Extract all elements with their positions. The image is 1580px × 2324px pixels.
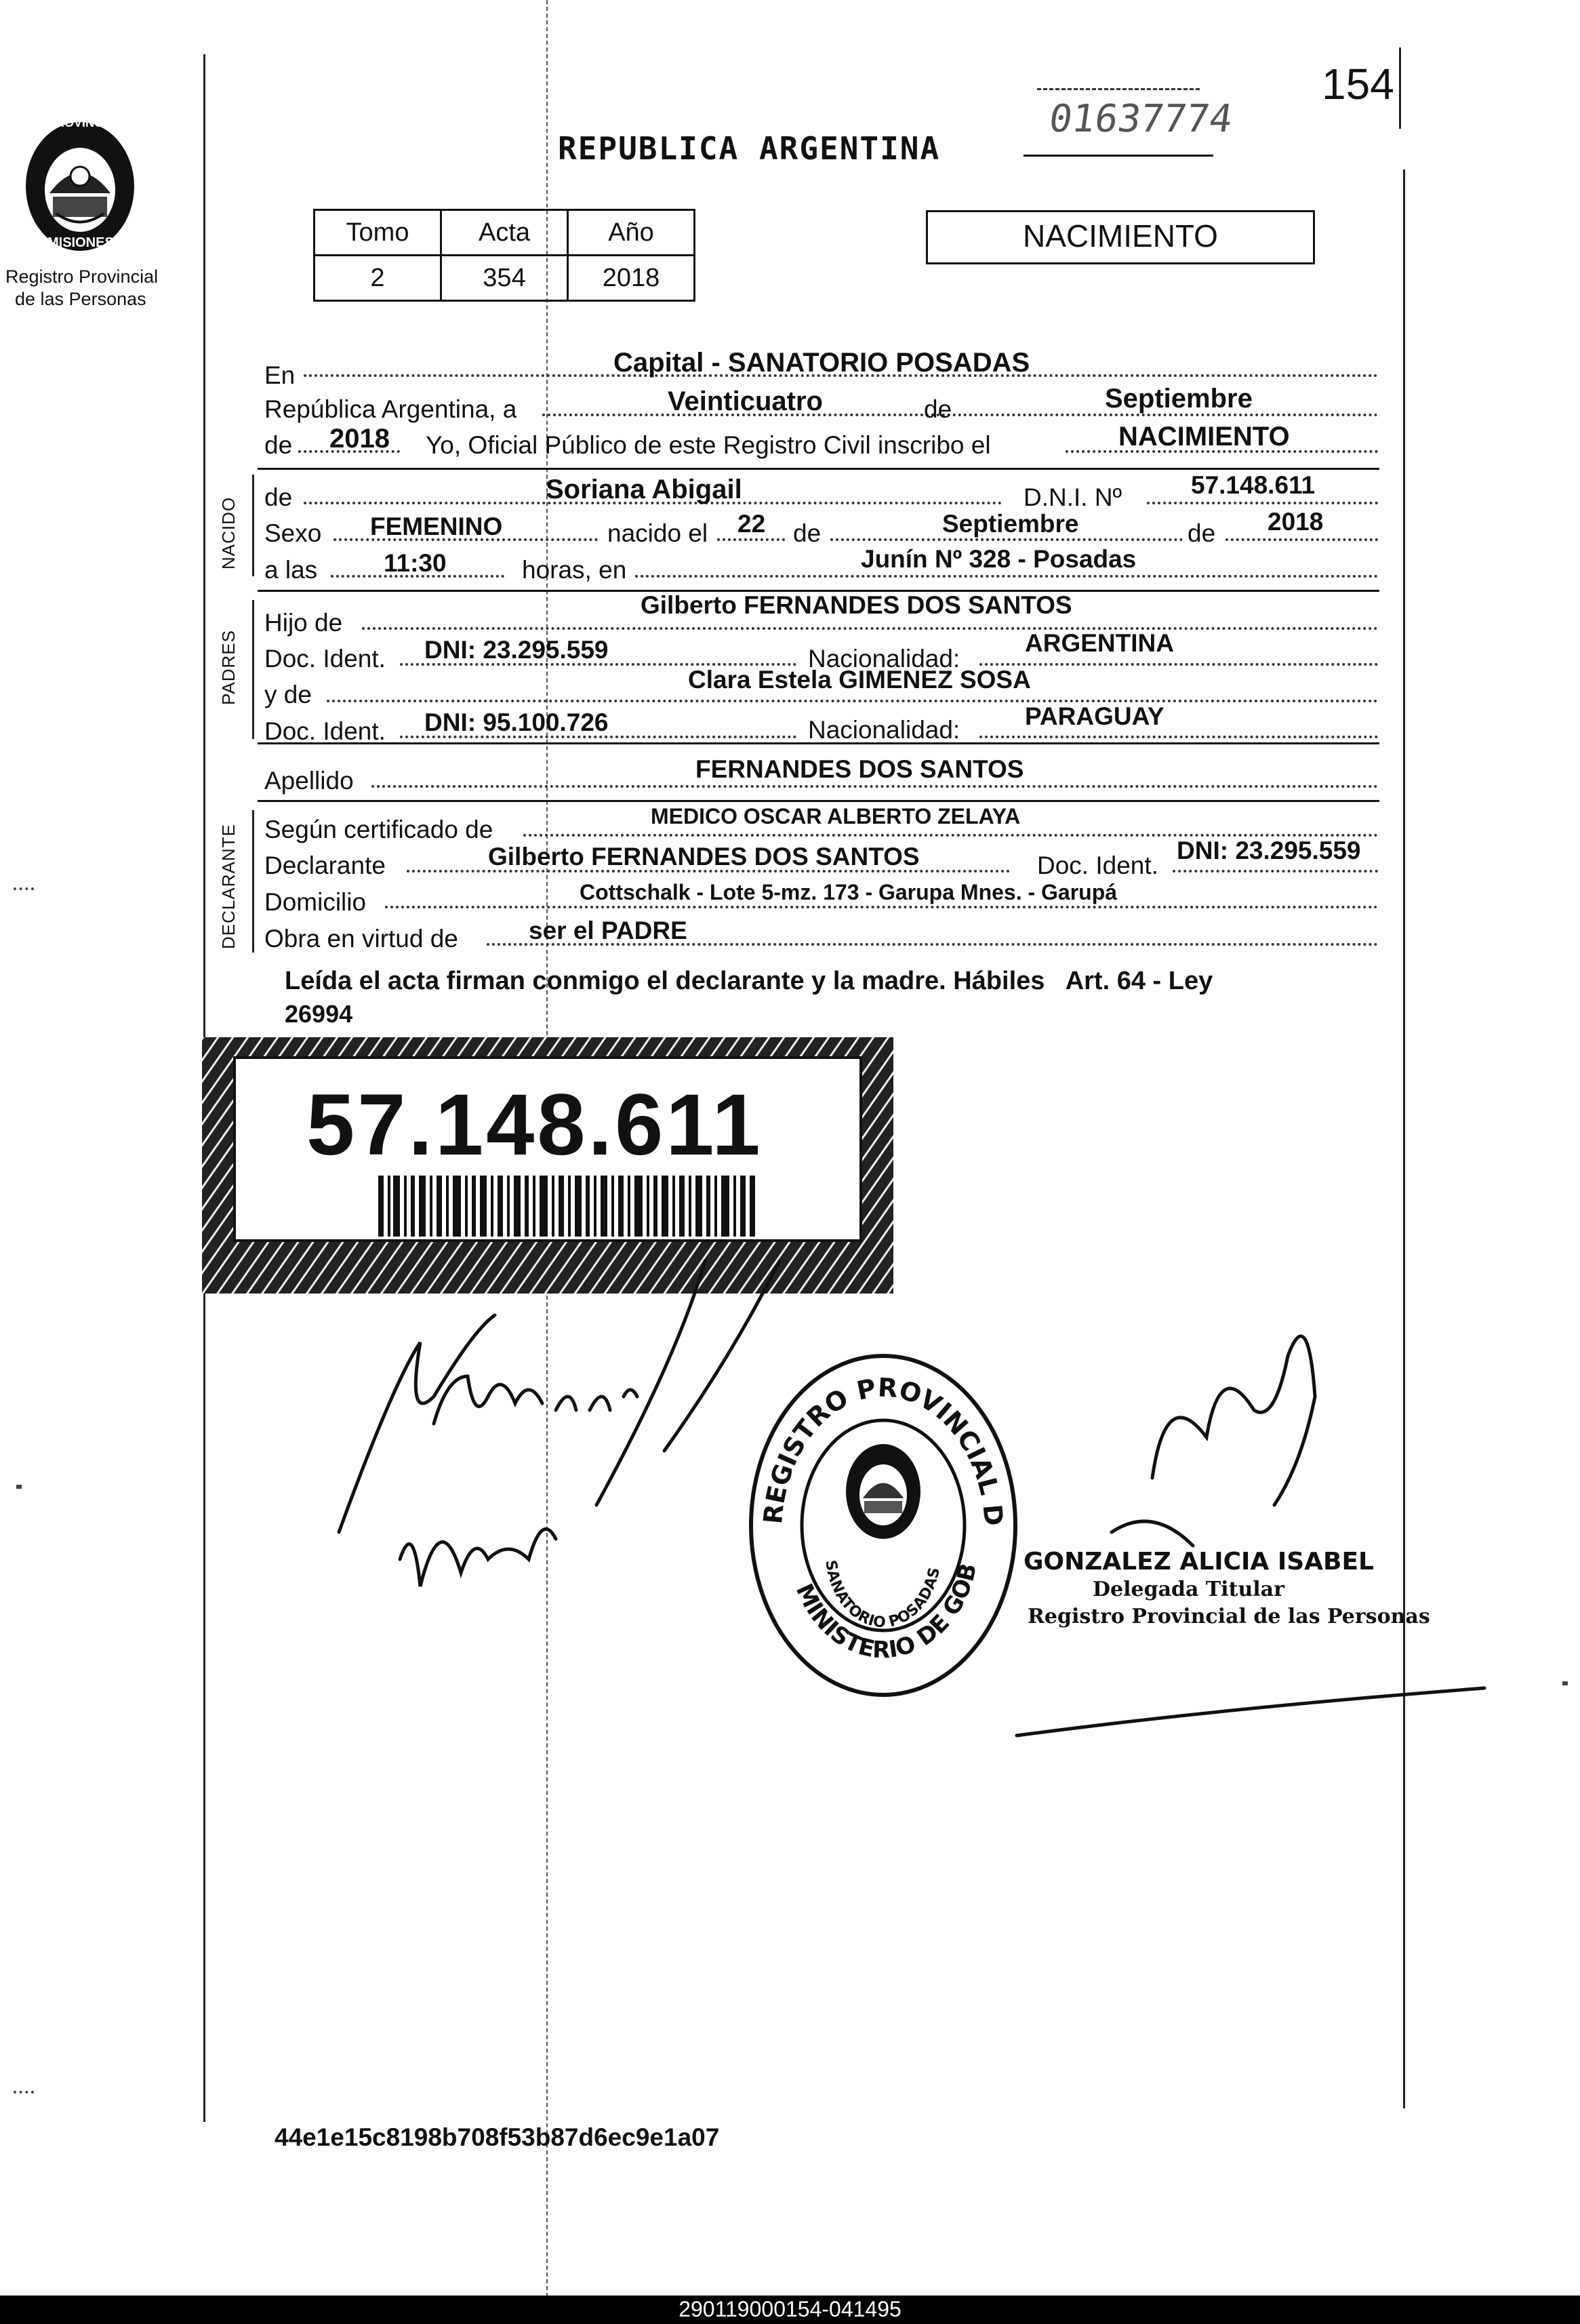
value-madre-doc: DNI: 95.100.726 <box>424 708 609 736</box>
official-name: GONZALEZ ALICIA ISABEL <box>1024 1548 1374 1576</box>
label-de-month: de <box>924 395 952 423</box>
logo-bottom-text: MISIONES <box>47 235 114 250</box>
registry-value-anio: 2018 <box>568 256 695 301</box>
divider-3 <box>258 742 1379 744</box>
registry-name-line2: de las Personas <box>15 289 146 309</box>
closing-text-line2: 26994 <box>285 1000 353 1028</box>
label-y-de: y de <box>264 681 312 708</box>
value-lugar-nacimiento: Junín Nº 328 - Posadas <box>861 545 1137 573</box>
long-signature-strokes <box>596 1261 1484 1736</box>
label-domicilio: Domicilio <box>264 888 367 916</box>
footer-barcode-text: 290119000154-041495 <box>678 2297 902 2321</box>
label-doc-ident-3: Doc. Ident. <box>1037 852 1158 879</box>
value-anio-inscripcion: 2018 <box>329 424 390 454</box>
document-hash: 44e1e15c8198b708f53b87d6ec9e1a07 <box>275 2123 720 2151</box>
divider-1 <box>258 468 1379 470</box>
value-hora: 11:30 <box>384 549 447 577</box>
value-certificado: MEDICO OSCAR ALBERTO ZELAYA <box>651 804 1021 828</box>
seal-icon <box>744 1349 1022 1702</box>
svg-text:MINISTERIO DE GOBIERNO: MINISTERIO DE GOB <box>790 1561 983 1664</box>
serial-underline <box>1024 155 1213 157</box>
label-doc-ident-2: Doc. Ident. <box>264 717 386 745</box>
dots-padre <box>362 627 1378 630</box>
page-number: 154 <box>1322 60 1394 108</box>
dots-mes-nacimiento <box>830 538 1183 541</box>
value-mes-nacimiento: Septiembre <box>942 510 1079 538</box>
value-padre: Gilberto FERNANDES DOS SANTOS <box>641 591 1072 619</box>
label-de-year: de <box>264 431 293 459</box>
value-mes-inscripcion: Septiembre <box>1105 384 1253 414</box>
label-de-birth-month: de <box>793 519 822 547</box>
registry-value-acta: 354 <box>441 256 568 301</box>
value-madre: Clara Estela GIMENEZ SOSA <box>688 666 1031 694</box>
top-right-bracket <box>1399 47 1401 129</box>
value-dni: 57.148.611 <box>1191 471 1316 499</box>
dots-declarante-doc <box>1173 870 1378 873</box>
registry-seal <box>744 1349 1022 1702</box>
label-hijo-de: Hijo de <box>264 609 343 637</box>
section-padres: PADRES <box>218 630 239 705</box>
label-nacionalidad-2: Nacionalidad: <box>808 716 960 744</box>
dots-madre-nacionalidad <box>979 736 1378 738</box>
registry-table-header <box>315 210 695 256</box>
label-segun: Según certificado de <box>264 816 493 843</box>
dni-label-box <box>233 1056 862 1242</box>
value-declarante: Gilberto FERNANDES DOS SANTOS <box>488 843 920 870</box>
official-office: Registro Provincial de las Personas <box>1028 1605 1430 1628</box>
logo-top-text: PROVINCIA DE <box>47 116 136 129</box>
value-nombre: Soriana Abigail <box>546 475 742 504</box>
label-obra: Obra en virtud de <box>264 925 458 953</box>
dots-lugar-nacimiento <box>635 575 1378 578</box>
label-nacido-el: nacido el <box>607 519 708 547</box>
value-madre-nacionalidad: PARAGUAY <box>1025 702 1164 730</box>
closing-text-line1: Leída el acta firman conmigo el declarante y la madre. Hábiles Art. 64 - Ley <box>285 967 1213 995</box>
seal-emblem <box>846 1444 920 1539</box>
official-signature <box>1112 1336 1315 1546</box>
scan-speck <box>14 885 34 890</box>
registry-header-tomo: Tomo <box>315 210 441 256</box>
label-horas-en: horas, en <box>522 556 627 584</box>
registry-header-acta: Acta <box>441 210 568 256</box>
value-apellido: FERNANDES DOS SANTOS <box>695 755 1024 783</box>
value-dia-nacimiento: 22 <box>737 510 766 538</box>
dots-apellido <box>371 785 1378 788</box>
serial-number: 01637774 <box>1046 97 1236 141</box>
serial-dashes <box>1037 88 1200 90</box>
section-declarante: DECLARANTE <box>218 824 239 949</box>
value-padre-doc: DNI: 23.295.559 <box>424 636 609 664</box>
label-nacionalidad-1: Nacionalidad: <box>808 645 960 673</box>
label-de-name: de <box>264 483 293 511</box>
value-anio-nacimiento: 2018 <box>1268 508 1324 536</box>
label-yo-oficial: Yo, Oficial Público de este Registro Civil inscribo el <box>426 431 991 459</box>
label-apellido: Apellido <box>264 767 354 795</box>
padres-section-bar <box>252 600 254 739</box>
label-de-birth-year: de <box>1188 519 1216 547</box>
scan-speck <box>16 1485 22 1489</box>
label-republica: República Argentina, a <box>264 395 517 423</box>
value-padre-nacionalidad: ARGENTINA <box>1025 629 1174 657</box>
label-en: En <box>264 361 296 389</box>
dots-dia-nacimiento <box>717 538 785 541</box>
dots-padre-nacionalidad <box>979 663 1378 666</box>
dni-label-number: 57.148.611 <box>306 1077 763 1174</box>
label-dni: D.N.I. Nº <box>1024 483 1122 511</box>
dots-domicilio <box>385 906 1378 908</box>
declarante-section-bar <box>252 810 254 953</box>
value-dia-inscripcion: Veinticuatro <box>668 386 823 416</box>
value-lugar: Capital - SANATORIO POSADAS <box>613 348 1030 378</box>
footer-bar <box>0 2296 1580 2324</box>
registry-table-values <box>315 256 695 301</box>
registry-table <box>313 209 695 302</box>
svg-text:SANATORIO POSADAS: SANATORIO POSADAS <box>822 1559 944 1632</box>
nacido-section-bar <box>252 475 254 576</box>
scan-speck <box>14 2088 34 2093</box>
official-role: Delegada Titular <box>1093 1578 1284 1601</box>
section-nacido: NACIDO <box>218 496 239 569</box>
label-doc-ident-1: Doc. Ident. <box>264 645 386 673</box>
divider-4 <box>258 800 1379 802</box>
declarant-signature <box>339 1315 637 1586</box>
value-tipo: NACIMIENTO <box>1118 422 1290 452</box>
label-declarante: Declarante <box>264 852 386 879</box>
country-title: REPUBLICA ARGENTINA <box>558 130 941 167</box>
value-declarante-doc: DNI: 23.295.559 <box>1177 837 1361 864</box>
registry-name-line1: Registro Provincial <box>5 266 159 287</box>
dots-anio-nacimiento <box>1225 538 1378 541</box>
act-type-box: NACIMIENTO <box>926 210 1315 264</box>
registry-value-tomo: 2 <box>315 256 441 301</box>
value-obra: ser el PADRE <box>529 917 687 944</box>
label-a-las: a las <box>264 556 318 584</box>
registry-header-anio: Año <box>568 210 695 256</box>
value-domicilio: Cottschalk - Lote 5-mz. 173 - Garupa Mnes. - Garupá <box>580 880 1118 904</box>
label-sexo: Sexo <box>264 519 322 547</box>
dots-madre <box>327 700 1378 702</box>
scan-speck <box>1562 1681 1568 1685</box>
value-sexo: FEMENINO <box>370 513 503 540</box>
dots-dni <box>1147 502 1378 504</box>
svg-text:REGISTRO PROVINCIAL DE LAS PER: REGISTRO PROVINCIAL D <box>757 1372 1009 1527</box>
